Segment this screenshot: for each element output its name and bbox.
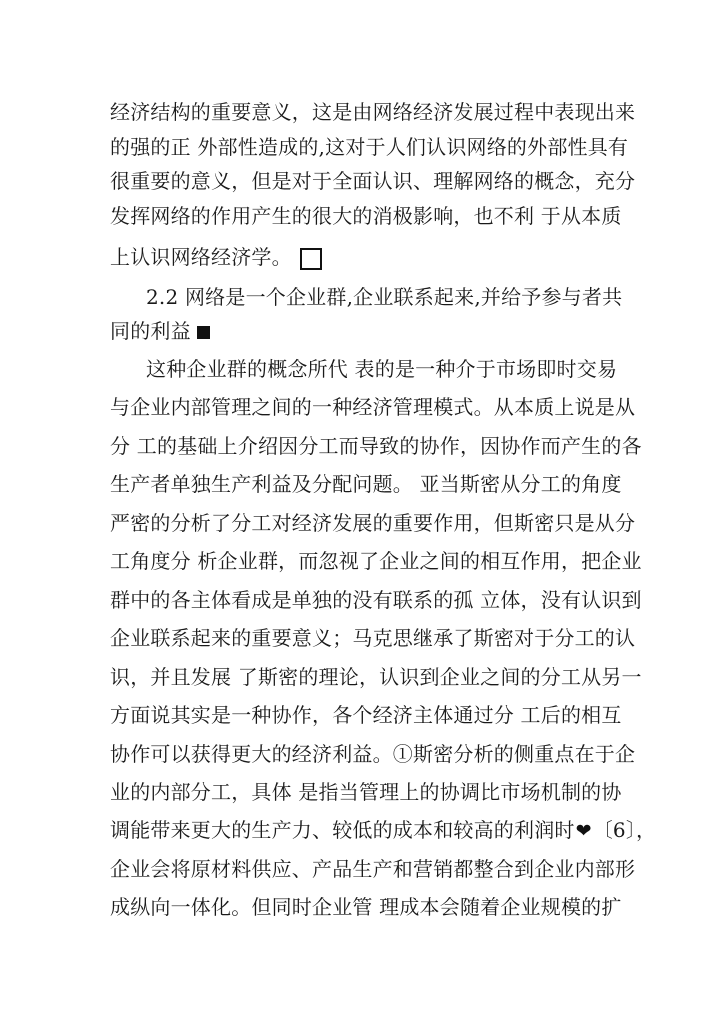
text-line: 识，并且发展 了斯密的理论，认识到企业之间的分工从另一 [110,665,642,689]
text-segment: 同的利益 [110,319,191,343]
text-line: 生产者单独生产利益及分配问题。 亚当斯密从分工的角度 [110,472,622,496]
text-segment: 上认识网络经济学。 [110,245,292,269]
citation-marker: 〔6〕， [592,818,657,842]
text-line: 分 工的基础上介绍因分工而导致的协作，因协作而产生的各 [110,434,642,458]
hollow-square-icon [300,248,322,270]
text-line-with-citation [110,813,657,847]
text-line: 发挥网络的作用产生的很大的消极影响，也不利 于从本质 [110,204,622,228]
text-segment: 调能带来更大的生产力、较低的成本和较高的利润时 [110,818,575,842]
text-line-with-box [110,240,620,274]
section-heading-line-1: 2.2 网络是一个企业群,企业联系起来,并给予参与者共 [146,285,623,309]
text-line: 企业联系起来的重要意义；马克思继承了斯密对于分工的认 [110,626,636,650]
text-line: 企业会将原材料供应、产品生产和营销都整合到企业内部形 [110,857,636,881]
section-heading-line-2 [110,314,620,348]
solid-square-icon [197,326,210,339]
text-line: 经济结构的重要意义，这是由网络经济发展过程中表现出来 [110,100,636,124]
heart-icon: ❤ [575,820,592,842]
text-line: 成纵向一体化。但同时企业管 理成本会随着企业规模的扩 [110,895,622,919]
text-line: 的强的正 外部性造成的,这对于人们认识网络的外部性具有 [110,135,629,159]
text-line: 业的内部分工，具体 是指当管理上的协调比市场机制的协 [110,780,622,804]
text-line: 很重要的意义，但是对于全面认识、理解网络的概念，充分 [110,169,636,193]
text-line: 这种企业群的概念所代 表的是一种介于市场即时交易 [146,357,618,381]
text-line: 工角度分 析企业群，而忽视了企业之间的相互作用，把企业 [110,549,642,573]
text-line: 协作可以获得更大的经济利益。①斯密分析的侧重点在于企 [110,742,636,766]
text-line: 严密的分析了分工对经济发展的重要作用，但斯密只是从分 [110,511,636,535]
text-line: 方面说其实是一种协作，各个经济主体通过分 工后的相互 [110,703,622,727]
text-line: 与企业内部管理之间的一种经济管理模式。从本质上说是从 [110,395,636,419]
text-line: 群中的各主体看成是单独的没有联系的孤 立体，没有认识到 [110,588,642,612]
